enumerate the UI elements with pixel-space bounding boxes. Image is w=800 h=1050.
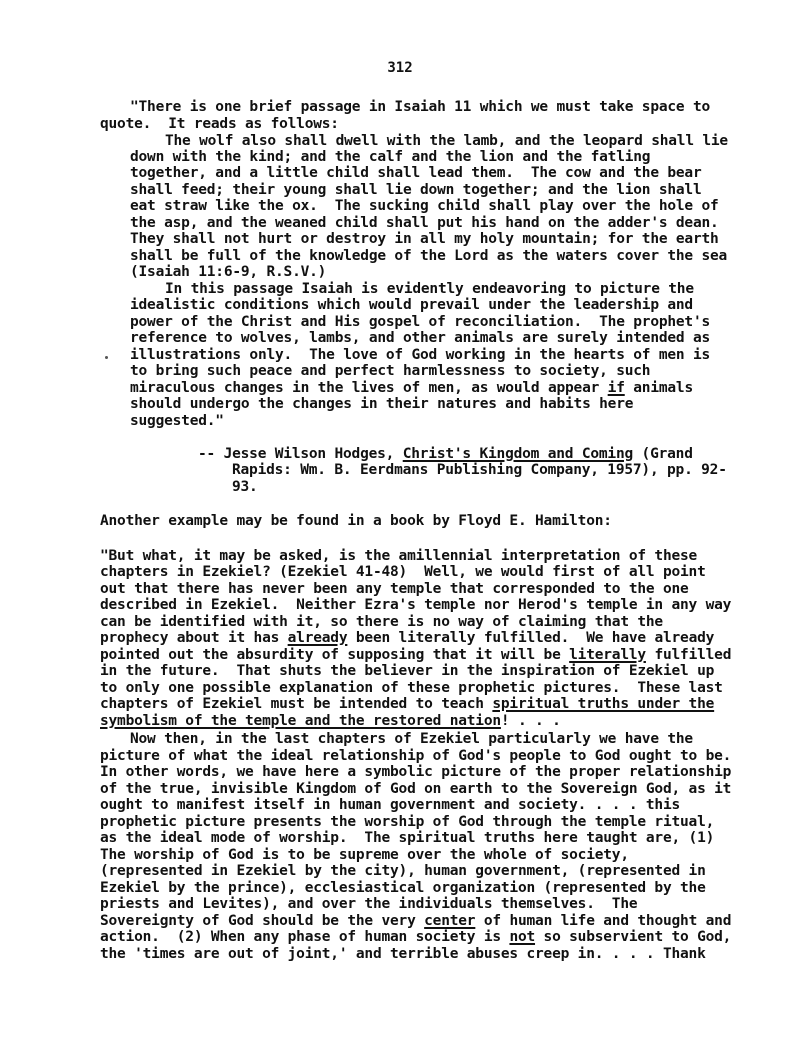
- quote2-line: chapters in Ezekiel? (Ezekiel 41-48) Well, we would first of all point: [100, 564, 706, 580]
- quote2-line: of the true, invisible Kingdom of God on earth to the Sovereign God, as it: [100, 781, 732, 797]
- isaiah-line: eat straw like the ox. The sucking child shall play over the hole of: [130, 198, 719, 214]
- quote2-line: The worship of God is to be supreme over the whole of society,: [100, 847, 629, 863]
- quote2-line: Now then, in the last chapters of Ezekiel particularly we have the: [130, 731, 693, 747]
- quote2-line: pointed out the absurdity of supposing that it will be literally fulfilled: [100, 647, 732, 663]
- quote2-line: chapters of Ezekiel must be intended to teach spiritual truths under the: [100, 696, 715, 712]
- quote1-intro-line: quote. It reads as follows:: [100, 116, 339, 132]
- quote2-line: can be identified with it, so there is no way of claiming that the: [100, 614, 663, 630]
- underlined-word: if: [607, 380, 625, 396]
- stray-mark: [105, 356, 108, 359]
- underlined-phrase: spiritual truths under the: [492, 696, 715, 712]
- commentary-line: In this passage Isaiah is evidently endeavoring to picture the: [165, 281, 694, 297]
- underlined-word: literally: [569, 647, 646, 663]
- quote2-line: the 'times are out of joint,' and terrible abuses creep in. . . . Thank: [100, 946, 706, 962]
- quote2-line: (represented in Ezekiel by the city), human government, (represented in: [100, 863, 706, 879]
- quote1-intro-line: "There is one brief passage in Isaiah 11 which we must take space to: [130, 99, 711, 115]
- quote2-line: priests and Levites), and over the individuals themselves. The: [100, 896, 638, 912]
- quote2-line: out that there has never been any temple that corresponded to the one: [100, 581, 689, 597]
- commentary-line: reference to wolves, lambs, and other animals are surely intended as: [130, 330, 711, 346]
- commentary-line: idealistic conditions which would prevail under the leadership and: [130, 297, 693, 313]
- isaiah-line: shall be full of the knowledge of the Lord as the waters cover the sea: [130, 248, 728, 264]
- quote2-line: prophecy about it has already been literally fulfilled. We have already: [100, 630, 715, 646]
- commentary-line: suggested.": [130, 413, 224, 429]
- quote2-line: ought to manifest itself in human government and society. . . . this: [100, 797, 681, 813]
- commentary-line: miraculous changes in the lives of men, as would appear if animals: [130, 380, 693, 396]
- quote2-line: "But what, it may be asked, is the amillennial interpretation of these: [100, 548, 698, 564]
- commentary-line: to bring such peace and perfect harmlessness to society, such: [130, 363, 651, 379]
- citation-line: Rapids: Wm. B. Eerdmans Publishing Company, 1957), pp. 92-: [232, 462, 727, 478]
- isaiah-line: The wolf also shall dwell with the lamb, and the leopard shall lie: [165, 133, 728, 149]
- underlined-word: center: [424, 913, 476, 929]
- isaiah-line: shall feed; their young shall lie down together; and the lion shall: [130, 182, 702, 198]
- isaiah-line: (Isaiah 11:6-9, R.S.V.): [130, 264, 327, 280]
- book-title: Christ's Kingdom and Coming: [402, 446, 634, 462]
- isaiah-line: down with the kind; and the calf and the lion and the fatling: [130, 149, 651, 165]
- underlined-word: not: [509, 929, 536, 945]
- isaiah-line: together, and a little child shall lead them. The cow and the bear: [130, 165, 702, 181]
- quote2-line: Ezekiel by the prince), ecclesiastical organization (represented by the: [100, 880, 706, 896]
- citation-line: -- Jesse Wilson Hodges, Christ's Kingdom and Coming (Grand: [198, 446, 693, 462]
- citation-line: 93.: [232, 479, 258, 495]
- quote2-line: symbolism of the temple and the restored nation! . . .: [100, 713, 561, 729]
- quote2-line: described in Ezekiel. Neither Ezra's temple nor Herod's temple in any way: [100, 597, 732, 613]
- commentary-line: power of the Christ and His gospel of reconciliation. The prophet's: [130, 314, 711, 330]
- quote2-line: to only one possible explanation of these prophetic pictures. These last: [100, 680, 723, 696]
- underlined-phrase: symbolism of the temple and the restored nation: [100, 713, 501, 729]
- quote2-line: in the future. That shuts the believer in the inspiration of Ezekiel up: [100, 663, 715, 679]
- page-number: 312: [387, 60, 413, 76]
- isaiah-line: the asp, and the weaned child shall put his hand on the adder's dean.: [130, 215, 719, 231]
- quote2-line: Sovereignty of God should be the very center of human life and thought and: [100, 913, 732, 929]
- transition-line: Another example may be found in a book by Floyd E. Hamilton:: [100, 513, 612, 529]
- quote2-line: as the ideal mode of worship. The spiritual truths here taught are, (1): [100, 830, 715, 846]
- commentary-line: illustrations only. The love of God working in the hearts of men is: [130, 347, 711, 363]
- commentary-line: should undergo the changes in their natures and habits here: [130, 396, 634, 412]
- quote2-line: In other words, we have here a symbolic picture of the proper relationship: [100, 764, 732, 780]
- quote2-line: picture of what the ideal relationship of God's people to God ought to be.: [100, 748, 732, 764]
- quote2-line: action. (2) When any phase of human society is not so subservient to God,: [100, 929, 732, 945]
- quote2-line: prophetic picture presents the worship of God through the temple ritual,: [100, 814, 715, 830]
- isaiah-line: They shall not hurt or destroy in all my holy mountain; for the earth: [130, 231, 719, 247]
- underlined-word: already: [287, 630, 348, 646]
